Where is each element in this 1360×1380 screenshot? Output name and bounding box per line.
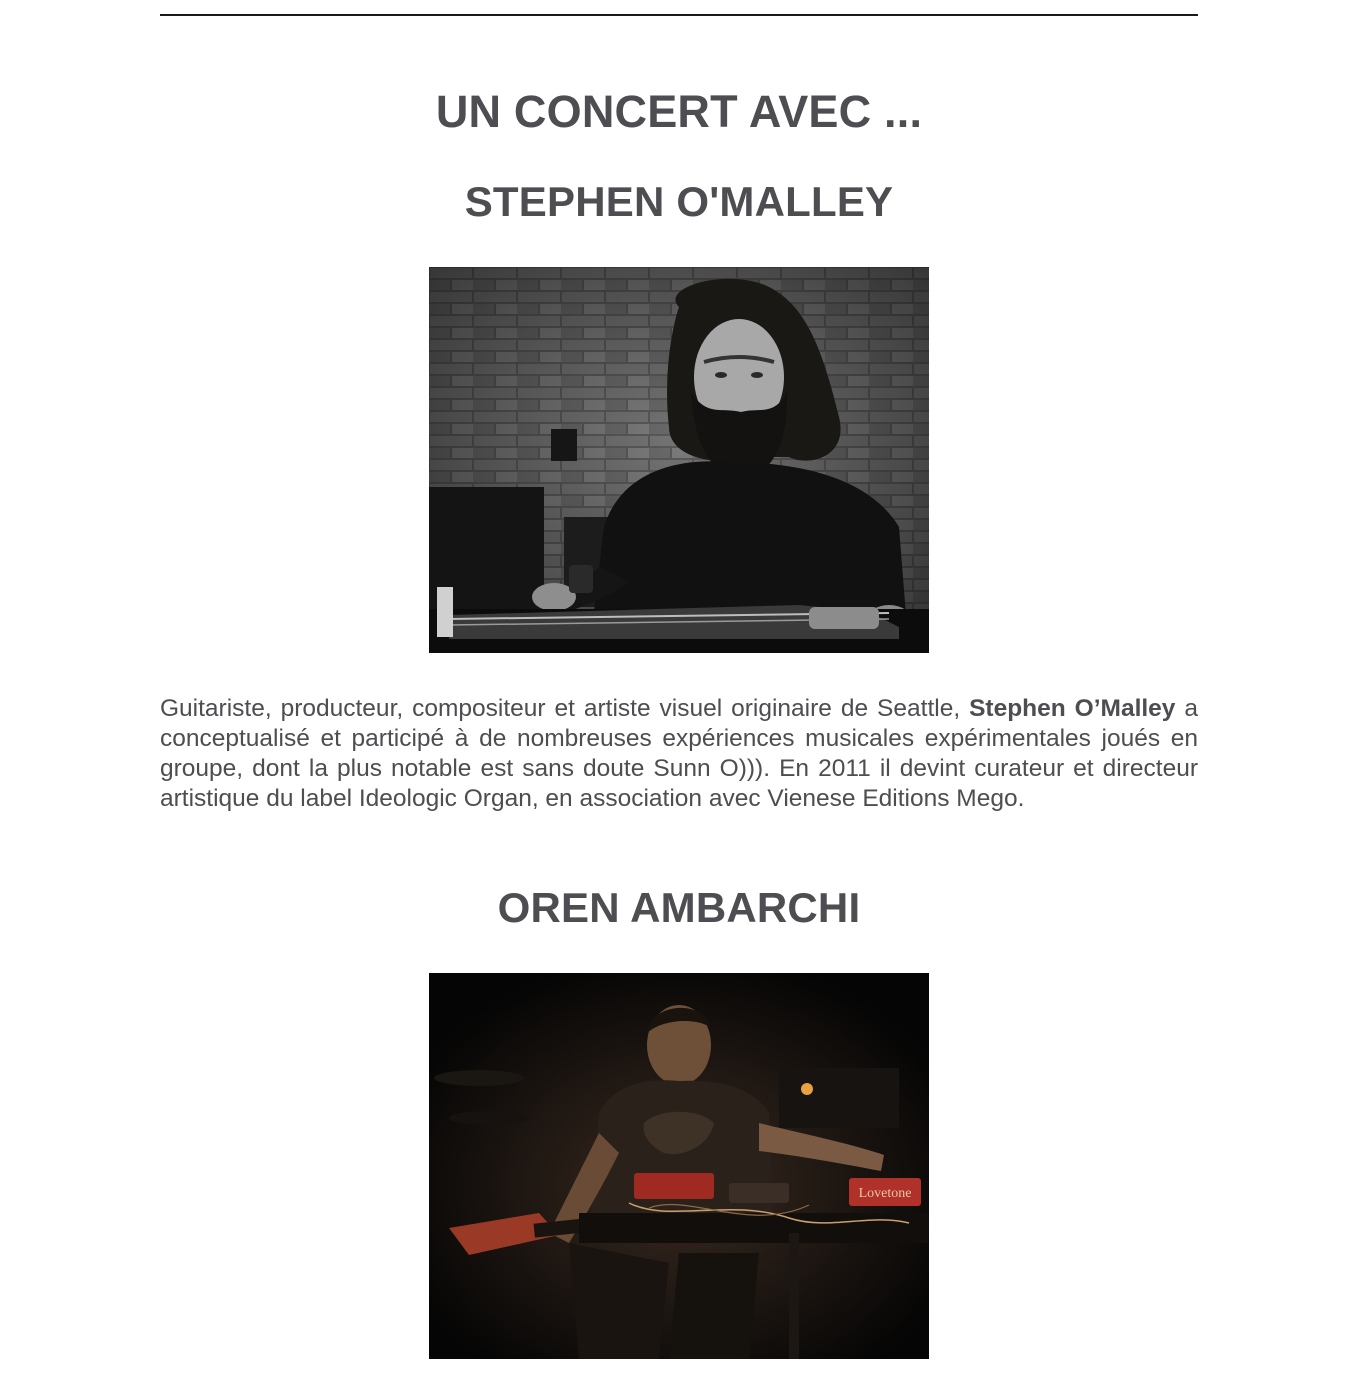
top-divider	[160, 14, 1198, 16]
pedal-label: Lovetone	[858, 1186, 912, 1201]
page-title: UN CONCERT AVEC ...	[435, 86, 923, 137]
artist-name-stephen-omalley: STEPHEN O'MALLEY	[464, 178, 894, 225]
bio-text-end: a conceptualisé et participé à de nombreuses expériences musicales expérimentales joués en groupe, dont la plus notable est sans doute Sunn O))). En 2011 il devint curateur et directeur artistique du label Ideologic Organ, en association avec Vienese Editions Mego.	[160, 695, 1199, 812]
artist-name-oren-ambarchi: OREN AMBARCHI	[497, 884, 861, 931]
photo-oren-ambarchi	[429, 973, 929, 1359]
bio-stephen-omalley	[160, 694, 1198, 814]
bio-artist-name: Stephen O’Malley	[969, 695, 1176, 722]
bio-text-start: Guitariste, producteur, compositeur et artiste visuel originaire de Seattle,	[160, 695, 970, 722]
photo-stephen-omalley	[429, 267, 929, 653]
